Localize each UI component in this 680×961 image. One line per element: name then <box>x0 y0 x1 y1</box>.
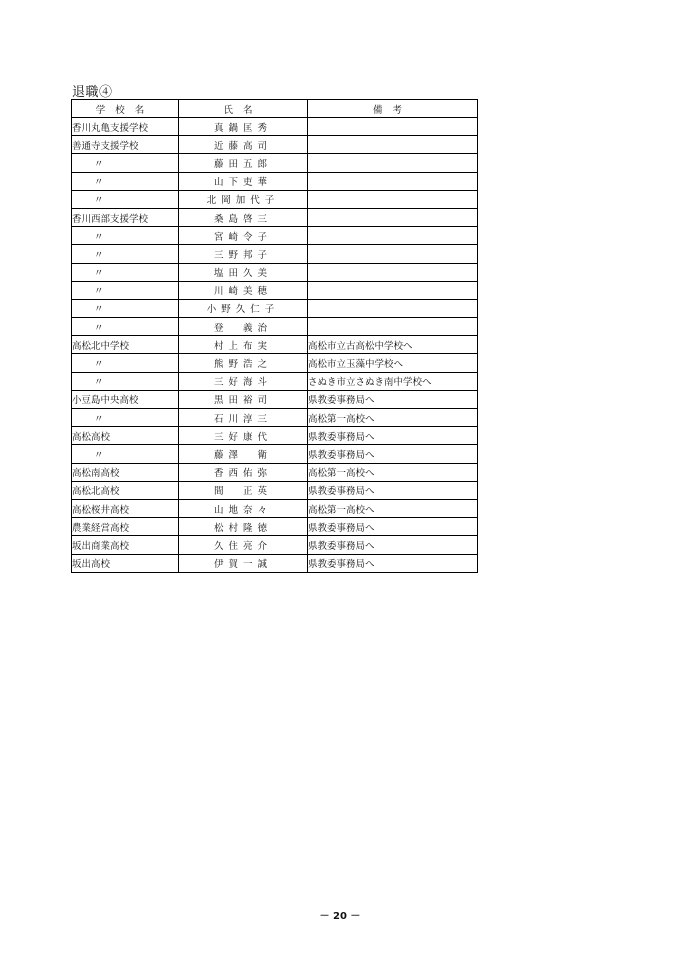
notes-cell: 高松第一高校へ <box>308 499 478 517</box>
table-row <box>72 190 478 208</box>
table-row <box>72 427 478 445</box>
notes-cell: 高松市立古高松中学校へ <box>308 336 478 354</box>
school-cell: 〃 <box>72 263 179 281</box>
school-cell: 小豆島中央高校 <box>72 390 179 408</box>
notes-cell: 県教委事務局へ <box>308 536 478 554</box>
name-cell: 真鍋匡秀 <box>179 118 308 136</box>
notes-cell: 県教委事務局へ <box>308 518 478 536</box>
table-row <box>72 481 478 499</box>
table-row <box>72 245 478 263</box>
notes-cell <box>308 245 478 263</box>
notes-cell <box>308 118 478 136</box>
table-row <box>72 208 478 226</box>
notes-cell <box>308 190 478 208</box>
school-cell: 善通寺支援学校 <box>72 136 179 154</box>
name-cell: 三野邦子 <box>179 245 308 263</box>
notes-cell: 県教委事務局へ <box>308 554 478 572</box>
school-cell: 香川丸亀支援学校 <box>72 118 179 136</box>
name-cell: 桑島啓三 <box>179 208 308 226</box>
name-cell: 小野久仁子 <box>179 299 308 317</box>
table-row <box>72 118 478 136</box>
school-cell: 〃 <box>72 354 179 372</box>
notes-cell <box>308 154 478 172</box>
school-cell: 坂出高校 <box>72 554 179 572</box>
name-cell: 宮崎令子 <box>179 227 308 245</box>
name-cell: 村上布実 <box>179 336 308 354</box>
name-cell: 松村隆徳 <box>179 518 308 536</box>
name-cell: 間 正英 <box>179 481 308 499</box>
name-cell: 三好海斗 <box>179 372 308 390</box>
notes-cell <box>308 263 478 281</box>
notes-cell: 高松市立玉藻中学校へ <box>308 354 478 372</box>
section-title: 退職④ <box>72 85 113 100</box>
notes-cell <box>308 172 478 190</box>
table-row <box>72 154 478 172</box>
school-cell: 〃 <box>72 445 179 463</box>
notes-cell <box>308 281 478 299</box>
table-row <box>72 372 478 390</box>
name-cell: 塩田久美 <box>179 263 308 281</box>
name-cell: 黒田裕司 <box>179 390 308 408</box>
table-row <box>72 299 478 317</box>
notes-cell: 高松第一高校へ <box>308 409 478 427</box>
column-header-name: 氏名 <box>179 100 308 118</box>
school-cell: 高松北高校 <box>72 481 179 499</box>
table-row <box>72 172 478 190</box>
notes-cell <box>308 227 478 245</box>
name-cell: 藤澤 衛 <box>179 445 308 463</box>
school-cell: 〃 <box>72 372 179 390</box>
school-cell: 高松北中学校 <box>72 336 179 354</box>
notes-cell <box>308 136 478 154</box>
name-cell: 石川淳三 <box>179 409 308 427</box>
notes-cell <box>308 318 478 336</box>
column-header-school: 学校名 <box>72 100 179 118</box>
table-row <box>72 554 478 572</box>
name-cell: 川崎美穂 <box>179 281 308 299</box>
page-number: － 20 － <box>319 911 361 922</box>
school-cell: 〃 <box>72 190 179 208</box>
table-row <box>72 463 478 481</box>
name-cell: 三好康代 <box>179 427 308 445</box>
notes-cell: 県教委事務局へ <box>308 390 478 408</box>
notes-cell: 高松第一高校へ <box>308 463 478 481</box>
school-cell: 〃 <box>72 154 179 172</box>
table-row <box>72 536 478 554</box>
table-row <box>72 136 478 154</box>
table-row <box>72 281 478 299</box>
table-row <box>72 354 478 372</box>
school-cell: 〃 <box>72 245 179 263</box>
school-cell: 〃 <box>72 409 179 427</box>
school-cell: 高松桜井高校 <box>72 499 179 517</box>
name-cell: 伊賀一誠 <box>179 554 308 572</box>
school-cell: 〃 <box>72 227 179 245</box>
notes-cell: 県教委事務局へ <box>308 427 478 445</box>
school-cell: 〃 <box>72 172 179 190</box>
school-cell: 〃 <box>72 281 179 299</box>
notes-cell <box>308 208 478 226</box>
table-row <box>72 445 478 463</box>
name-cell: 山下吏華 <box>179 172 308 190</box>
school-cell: 香川西部支援学校 <box>72 208 179 226</box>
name-cell: 香西佑弥 <box>179 463 308 481</box>
table-row <box>72 336 478 354</box>
table-row <box>72 318 478 336</box>
notes-cell: 県教委事務局へ <box>308 445 478 463</box>
name-cell: 近藤高司 <box>179 136 308 154</box>
table-row <box>72 390 478 408</box>
table-row <box>72 518 478 536</box>
school-cell: 農業経営高校 <box>72 518 179 536</box>
name-cell: 登 義治 <box>179 318 308 336</box>
name-cell: 山地奈々 <box>179 499 308 517</box>
name-cell: 藤田五郎 <box>179 154 308 172</box>
table-header-row <box>72 100 478 118</box>
school-cell: 坂出商業高校 <box>72 536 179 554</box>
school-cell: 高松南高校 <box>72 463 179 481</box>
name-cell: 久住亮介 <box>179 536 308 554</box>
notes-cell: さぬき市立さぬき南中学校へ <box>308 372 478 390</box>
table-row <box>72 263 478 281</box>
table-row <box>72 499 478 517</box>
notes-cell: 県教委事務局へ <box>308 481 478 499</box>
name-cell: 熊野浩之 <box>179 354 308 372</box>
table-row <box>72 227 478 245</box>
school-cell: 〃 <box>72 318 179 336</box>
notes-cell <box>308 299 478 317</box>
retirement-table <box>71 99 478 573</box>
table-row <box>72 409 478 427</box>
table-body <box>72 118 478 573</box>
name-cell: 北岡加代子 <box>179 190 308 208</box>
school-cell: 〃 <box>72 299 179 317</box>
school-cell: 高松高校 <box>72 427 179 445</box>
column-header-notes: 備考 <box>308 100 478 118</box>
